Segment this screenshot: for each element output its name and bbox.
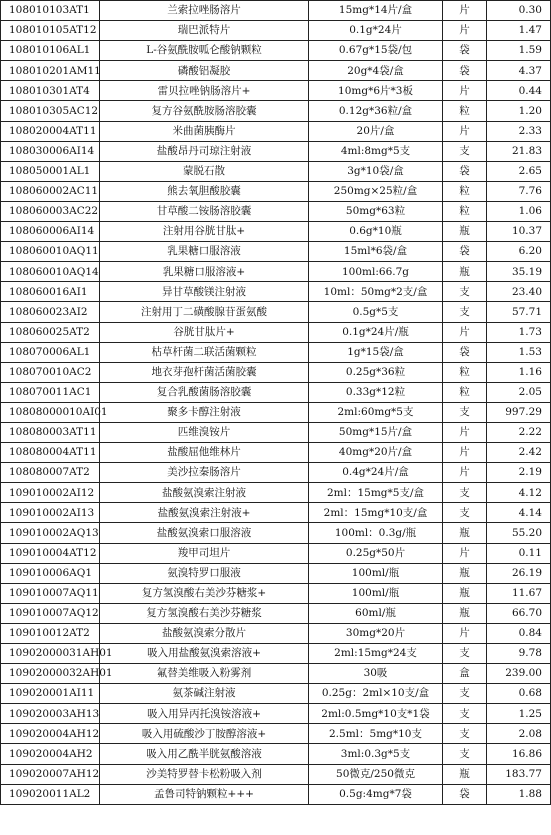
table-row bbox=[1, 623, 551, 643]
table-row bbox=[1, 402, 551, 422]
drug-name-cell: 复方氢溴酸右美沙芬糖浆 bbox=[100, 603, 309, 623]
drug-unit-cell: 支 bbox=[443, 704, 487, 724]
drug-name-cell: 复方氢溴酸右美沙芬糖浆+ bbox=[100, 583, 309, 603]
drug-code-cell: 109010002AI13 bbox=[1, 503, 100, 523]
table-row bbox=[1, 463, 551, 483]
drug-name-cell: 羧甲司坦片 bbox=[100, 543, 309, 563]
drug-code-cell: 108010301AT4 bbox=[1, 81, 100, 101]
drug-price-cell: 9.78 bbox=[487, 644, 551, 664]
drug-unit-cell: 片 bbox=[443, 1, 487, 21]
drug-price-cell: 11.67 bbox=[487, 583, 551, 603]
drug-unit-cell: 支 bbox=[443, 483, 487, 503]
drug-unit-cell: 支 bbox=[443, 644, 487, 664]
drug-spec-cell: 50mg*63粒 bbox=[309, 201, 443, 221]
drug-code-cell: 108010106AL1 bbox=[1, 41, 100, 61]
drug-code-cell: 109010006AQ1 bbox=[1, 563, 100, 583]
drug-price-cell: 1.59 bbox=[487, 41, 551, 61]
table-row bbox=[1, 222, 551, 242]
drug-price-cell: 2.05 bbox=[487, 382, 551, 402]
drug-code-cell: 108010103AT1 bbox=[1, 1, 100, 21]
drug-price-cell: 2.33 bbox=[487, 121, 551, 141]
drug-spec-cell: 100ml：0.3g/瓶 bbox=[309, 523, 443, 543]
table-row bbox=[1, 744, 551, 764]
drug-price-cell: 26.19 bbox=[487, 563, 551, 583]
table-row bbox=[1, 704, 551, 724]
drug-unit-cell: 盒 bbox=[443, 664, 487, 684]
drug-unit-cell: 袋 bbox=[443, 161, 487, 181]
drug-unit-cell: 瓶 bbox=[443, 222, 487, 242]
drug-unit-cell: 粒 bbox=[443, 362, 487, 382]
drug-unit-cell: 袋 bbox=[443, 342, 487, 362]
drug-price-cell: 35.19 bbox=[487, 262, 551, 282]
drug-name-cell: 盐酸氨溴索口服溶液 bbox=[100, 523, 309, 543]
table-row bbox=[1, 543, 551, 563]
table-row bbox=[1, 101, 551, 121]
drug-spec-cell: 50微克/250微克 bbox=[309, 764, 443, 784]
drug-code-cell: 10808000010AI01 bbox=[1, 402, 100, 422]
drug-unit-cell: 粒 bbox=[443, 181, 487, 201]
drug-unit-cell: 袋 bbox=[443, 41, 487, 61]
drug-spec-cell: 0.6g*10瓶 bbox=[309, 222, 443, 242]
drug-spec-cell: 2ml:15mg*24支 bbox=[309, 644, 443, 664]
drug-unit-cell: 粒 bbox=[443, 101, 487, 121]
table-row bbox=[1, 644, 551, 664]
drug-code-cell: 109020004AH12 bbox=[1, 724, 100, 744]
drug-name-cell: L-谷氨酰胺呱仑酸钠颗粒 bbox=[100, 41, 309, 61]
drug-name-cell: 谷胱甘肽片+ bbox=[100, 322, 309, 342]
drug-code-cell: 109010002AI12 bbox=[1, 483, 100, 503]
drug-name-cell: 注射用丁二磺酸腺苷蛋氨酸 bbox=[100, 302, 309, 322]
drug-name-cell: 氨茶碱注射液 bbox=[100, 684, 309, 704]
drug-spec-cell: 100ml/瓶 bbox=[309, 563, 443, 583]
drug-code-cell: 108030006AI14 bbox=[1, 141, 100, 161]
drug-price-cell: 0.11 bbox=[487, 543, 551, 563]
table-row bbox=[1, 242, 551, 262]
drug-name-cell: 盐酸屈他维林片 bbox=[100, 443, 309, 463]
drug-code-cell: 108010105AT12 bbox=[1, 21, 100, 41]
drug-unit-cell: 片 bbox=[443, 543, 487, 563]
drug-price-cell: 1.73 bbox=[487, 322, 551, 342]
drug-code-cell: 108060016AI1 bbox=[1, 282, 100, 302]
table-row bbox=[1, 483, 551, 503]
drug-unit-cell: 瓶 bbox=[443, 262, 487, 282]
drug-price-cell: 0.44 bbox=[487, 81, 551, 101]
drug-code-cell: 109010012AT2 bbox=[1, 623, 100, 643]
drug-unit-cell: 片 bbox=[443, 81, 487, 101]
drug-name-cell: 吸入用异丙托溴铵溶液+ bbox=[100, 704, 309, 724]
drug-name-cell: 乳果糖口服溶液+ bbox=[100, 262, 309, 282]
drug-spec-cell: 0.1g*24片/瓶 bbox=[309, 322, 443, 342]
table-row bbox=[1, 282, 551, 302]
drug-price-cell: 2.65 bbox=[487, 161, 551, 181]
drug-price-cell: 16.86 bbox=[487, 744, 551, 764]
drug-spec-cell: 0.5g*5支 bbox=[309, 302, 443, 322]
drug-code-cell: 109020001AI11 bbox=[1, 684, 100, 704]
table-body bbox=[1, 1, 551, 805]
table-row bbox=[1, 262, 551, 282]
table-row bbox=[1, 342, 551, 362]
drug-unit-cell: 支 bbox=[443, 302, 487, 322]
drug-code-cell: 108060025AT2 bbox=[1, 322, 100, 342]
drug-unit-cell: 支 bbox=[443, 402, 487, 422]
drug-spec-cell: 0.67g*15袋/包 bbox=[309, 41, 443, 61]
drug-code-cell: 10902000032AH01 bbox=[1, 664, 100, 684]
drug-code-cell: 109010004AT12 bbox=[1, 543, 100, 563]
drug-code-cell: 108060023AI2 bbox=[1, 302, 100, 322]
drug-code-cell: 109010007AQ12 bbox=[1, 603, 100, 623]
drug-name-cell: 熊去氧胆酸胶囊 bbox=[100, 181, 309, 201]
drug-price-cell: 6.20 bbox=[487, 242, 551, 262]
drug-unit-cell: 片 bbox=[443, 422, 487, 442]
drug-spec-cell: 0.4g*24片/盒 bbox=[309, 463, 443, 483]
table-row bbox=[1, 764, 551, 784]
drug-price-cell: 1.25 bbox=[487, 704, 551, 724]
drug-spec-cell: 2ml：15mg*10支/盒 bbox=[309, 503, 443, 523]
drug-name-cell: 枯草杆菌二联活菌颗粒 bbox=[100, 342, 309, 362]
drug-name-cell: 复合乳酸菌肠溶胶囊 bbox=[100, 382, 309, 402]
drug-price-cell: 0.68 bbox=[487, 684, 551, 704]
table-row bbox=[1, 302, 551, 322]
table-row bbox=[1, 684, 551, 704]
drug-price-cell: 1.47 bbox=[487, 21, 551, 41]
table-row bbox=[1, 664, 551, 684]
drug-unit-cell: 支 bbox=[443, 744, 487, 764]
drug-unit-cell: 支 bbox=[443, 724, 487, 744]
drug-spec-cell: 100ml/瓶 bbox=[309, 583, 443, 603]
drug-spec-cell: 0.5g:4mg*7袋 bbox=[309, 784, 443, 804]
drug-unit-cell: 瓶 bbox=[443, 583, 487, 603]
drug-name-cell: 异甘草酸镁注射液 bbox=[100, 282, 309, 302]
drug-price-cell: 1.06 bbox=[487, 201, 551, 221]
table-row bbox=[1, 322, 551, 342]
drug-spec-cell: 4ml:8mg*5支 bbox=[309, 141, 443, 161]
table-row bbox=[1, 422, 551, 442]
drug-spec-cell: 3g*10袋/盒 bbox=[309, 161, 443, 181]
table-row bbox=[1, 443, 551, 463]
table-row bbox=[1, 523, 551, 543]
drug-name-cell: 注射用谷胱甘肽+ bbox=[100, 222, 309, 242]
drug-price-cell: 239.00 bbox=[487, 664, 551, 684]
drug-spec-cell: 1g*15袋/盒 bbox=[309, 342, 443, 362]
drug-code-cell: 108060003AC22 bbox=[1, 201, 100, 221]
drug-name-cell: 米曲菌胰酶片 bbox=[100, 121, 309, 141]
drug-unit-cell: 粒 bbox=[443, 382, 487, 402]
drug-code-cell: 108050001AL1 bbox=[1, 161, 100, 181]
drug-price-cell: 0.84 bbox=[487, 623, 551, 643]
table-row bbox=[1, 724, 551, 744]
drug-code-cell: 109010002AQ13 bbox=[1, 523, 100, 543]
drug-price-cell: 2.42 bbox=[487, 443, 551, 463]
drug-price-cell: 1.16 bbox=[487, 362, 551, 382]
table-row bbox=[1, 121, 551, 141]
table-row bbox=[1, 362, 551, 382]
drug-spec-cell: 10ml：50mg*2支/盒 bbox=[309, 282, 443, 302]
drug-spec-cell: 100ml:66.7g bbox=[309, 262, 443, 282]
table-row bbox=[1, 81, 551, 101]
drug-price-cell: 57.71 bbox=[487, 302, 551, 322]
drug-name-cell: 磷酸铝凝胶 bbox=[100, 61, 309, 81]
table-row bbox=[1, 41, 551, 61]
table-row bbox=[1, 181, 551, 201]
drug-unit-cell: 袋 bbox=[443, 61, 487, 81]
drug-name-cell: 氟替美维吸入粉雾剂 bbox=[100, 664, 309, 684]
drug-code-cell: 108010305AC12 bbox=[1, 101, 100, 121]
drug-code-cell: 108080007AT2 bbox=[1, 463, 100, 483]
drug-price-cell: 4.14 bbox=[487, 503, 551, 523]
drug-name-cell: 吸入用盐酸氨溴索溶液+ bbox=[100, 644, 309, 664]
drug-spec-cell: 10mg*6片*3板 bbox=[309, 81, 443, 101]
drug-unit-cell: 支 bbox=[443, 684, 487, 704]
drug-unit-cell: 片 bbox=[443, 322, 487, 342]
drug-name-cell: 瑞巴派特片 bbox=[100, 21, 309, 41]
drug-code-cell: 108080003AT11 bbox=[1, 422, 100, 442]
drug-name-cell: 乳果糖口服溶液 bbox=[100, 242, 309, 262]
drug-code-cell: 109020004AH2 bbox=[1, 744, 100, 764]
drug-spec-cell: 30吸 bbox=[309, 664, 443, 684]
drug-code-cell: 108060010AQ11 bbox=[1, 242, 100, 262]
drug-price-cell: 2.22 bbox=[487, 422, 551, 442]
drug-spec-cell: 0.1g*24片 bbox=[309, 21, 443, 41]
drug-unit-cell: 片 bbox=[443, 121, 487, 141]
table-row bbox=[1, 583, 551, 603]
table-row bbox=[1, 603, 551, 623]
drug-spec-cell: 15mg*14片/盒 bbox=[309, 1, 443, 21]
drug-name-cell: 盐酸昂丹司琼注射液 bbox=[100, 141, 309, 161]
table-row bbox=[1, 563, 551, 583]
drug-spec-cell: 0.25g*36粒 bbox=[309, 362, 443, 382]
drug-price-cell: 2.08 bbox=[487, 724, 551, 744]
drug-unit-cell: 瓶 bbox=[443, 523, 487, 543]
table-row bbox=[1, 61, 551, 81]
drug-name-cell: 吸入用硫酸沙丁胺醇溶液+ bbox=[100, 724, 309, 744]
drug-name-cell: 孟鲁司特钠颗粒+++ bbox=[100, 784, 309, 804]
table-row bbox=[1, 201, 551, 221]
drug-code-cell: 108060010AQ14 bbox=[1, 262, 100, 282]
drug-price-cell: 2.19 bbox=[487, 463, 551, 483]
drug-price-cell: 997.29 bbox=[487, 402, 551, 422]
drug-name-cell: 复方谷氨酰胺肠溶胶囊 bbox=[100, 101, 309, 121]
drug-name-cell: 盐酸氨溴索分散片 bbox=[100, 623, 309, 643]
drug-spec-cell: 15ml*6袋/盒 bbox=[309, 242, 443, 262]
drug-price-cell: 1.53 bbox=[487, 342, 551, 362]
drug-code-cell: 108060006AI14 bbox=[1, 222, 100, 242]
drug-unit-cell: 瓶 bbox=[443, 603, 487, 623]
table-row bbox=[1, 382, 551, 402]
drug-code-cell: 108080004AT11 bbox=[1, 443, 100, 463]
drug-spec-cell: 60ml/瓶 bbox=[309, 603, 443, 623]
drug-spec-cell: 50mg*15片/盒 bbox=[309, 422, 443, 442]
drug-unit-cell: 袋 bbox=[443, 784, 487, 804]
drug-code-cell: 109020011AL2 bbox=[1, 784, 100, 804]
drug-spec-cell: 3ml:0.3g*5支 bbox=[309, 744, 443, 764]
table-row bbox=[1, 1, 551, 21]
drug-code-cell: 10902000031AH01 bbox=[1, 644, 100, 664]
drug-code-cell: 108070006AL1 bbox=[1, 342, 100, 362]
drug-price-cell: 7.76 bbox=[487, 181, 551, 201]
drug-spec-cell: 0.25g*50片 bbox=[309, 543, 443, 563]
drug-code-cell: 108060002AC11 bbox=[1, 181, 100, 201]
drug-name-cell: 吸入用乙酰半胱氨酸溶液 bbox=[100, 744, 309, 764]
drug-price-cell: 4.12 bbox=[487, 483, 551, 503]
drug-unit-cell: 片 bbox=[443, 21, 487, 41]
drug-code-cell: 108010201AM11 bbox=[1, 61, 100, 81]
drug-spec-cell: 0.12g*36粒/盒 bbox=[309, 101, 443, 121]
drug-code-cell: 109020007AH12 bbox=[1, 764, 100, 784]
drug-price-cell: 4.37 bbox=[487, 61, 551, 81]
drug-name-cell: 甘草酸二铵肠溶胶囊 bbox=[100, 201, 309, 221]
drug-name-cell: 美沙拉秦肠溶片 bbox=[100, 463, 309, 483]
drug-spec-cell: 250mg×25粒/盒 bbox=[309, 181, 443, 201]
drug-unit-cell: 片 bbox=[443, 463, 487, 483]
drug-price-cell: 21.83 bbox=[487, 141, 551, 161]
drug-spec-cell: 0.33g*12粒 bbox=[309, 382, 443, 402]
drug-name-cell: 匹维溴铵片 bbox=[100, 422, 309, 442]
drug-price-cell: 1.88 bbox=[487, 784, 551, 804]
drug-unit-cell: 支 bbox=[443, 503, 487, 523]
drug-name-cell: 兰索拉唑肠溶片 bbox=[100, 1, 309, 21]
drug-unit-cell: 瓶 bbox=[443, 563, 487, 583]
drug-name-cell: 沙美特罗替卡松粉吸入剂 bbox=[100, 764, 309, 784]
drug-spec-cell: 30mg*20片 bbox=[309, 623, 443, 643]
drug-spec-cell: 40mg*20片/盒 bbox=[309, 443, 443, 463]
drug-code-cell: 108070011AC1 bbox=[1, 382, 100, 402]
drug-unit-cell: 粒 bbox=[443, 201, 487, 221]
drug-unit-cell: 片 bbox=[443, 623, 487, 643]
table-row bbox=[1, 141, 551, 161]
drug-price-cell: 66.70 bbox=[487, 603, 551, 623]
drug-name-cell: 盐酸氨溴索注射液+ bbox=[100, 503, 309, 523]
drug-price-cell: 1.20 bbox=[487, 101, 551, 121]
table-row bbox=[1, 21, 551, 41]
drug-price-cell: 10.37 bbox=[487, 222, 551, 242]
drug-name-cell: 雷贝拉唑钠肠溶片+ bbox=[100, 81, 309, 101]
drug-price-cell: 0.30 bbox=[487, 1, 551, 21]
drug-code-cell: 108070010AC2 bbox=[1, 362, 100, 382]
drug-name-cell: 氨溴特罗口服液 bbox=[100, 563, 309, 583]
drug-code-cell: 109010007AQ11 bbox=[1, 583, 100, 603]
drug-spec-cell: 20g*4袋/盒 bbox=[309, 61, 443, 81]
drug-name-cell: 蒙脱石散 bbox=[100, 161, 309, 181]
drug-spec-cell: 2ml:0.5mg*10支*1袋 bbox=[309, 704, 443, 724]
table-row bbox=[1, 161, 551, 181]
drug-spec-cell: 2ml：15mg*5支/盒 bbox=[309, 483, 443, 503]
drug-name-cell: 盐酸氨溴索注射液 bbox=[100, 483, 309, 503]
drug-unit-cell: 片 bbox=[443, 443, 487, 463]
drug-code-cell: 108020004AT11 bbox=[1, 121, 100, 141]
drug-price-cell: 183.77 bbox=[487, 764, 551, 784]
drug-unit-cell: 瓶 bbox=[443, 764, 487, 784]
table-row bbox=[1, 784, 551, 804]
drug-code-cell: 109020003AH13 bbox=[1, 704, 100, 724]
drug-name-cell: 地衣芽孢杆菌活菌胶囊 bbox=[100, 362, 309, 382]
table-row bbox=[1, 503, 551, 523]
drug-spec-cell: 2ml:60mg*5支 bbox=[309, 402, 443, 422]
drug-spec-cell: 20片/盒 bbox=[309, 121, 443, 141]
drug-price-cell: 55.20 bbox=[487, 523, 551, 543]
drug-unit-cell: 袋 bbox=[443, 242, 487, 262]
drug-spec-cell: 2.5ml：5mg*10支 bbox=[309, 724, 443, 744]
drug-price-cell: 23.40 bbox=[487, 282, 551, 302]
drug-unit-cell: 支 bbox=[443, 282, 487, 302]
drug-spec-cell: 0.25g：2ml×10支/盒 bbox=[309, 684, 443, 704]
drug-unit-cell: 支 bbox=[443, 141, 487, 161]
drug-name-cell: 聚多卡醇注射液 bbox=[100, 402, 309, 422]
